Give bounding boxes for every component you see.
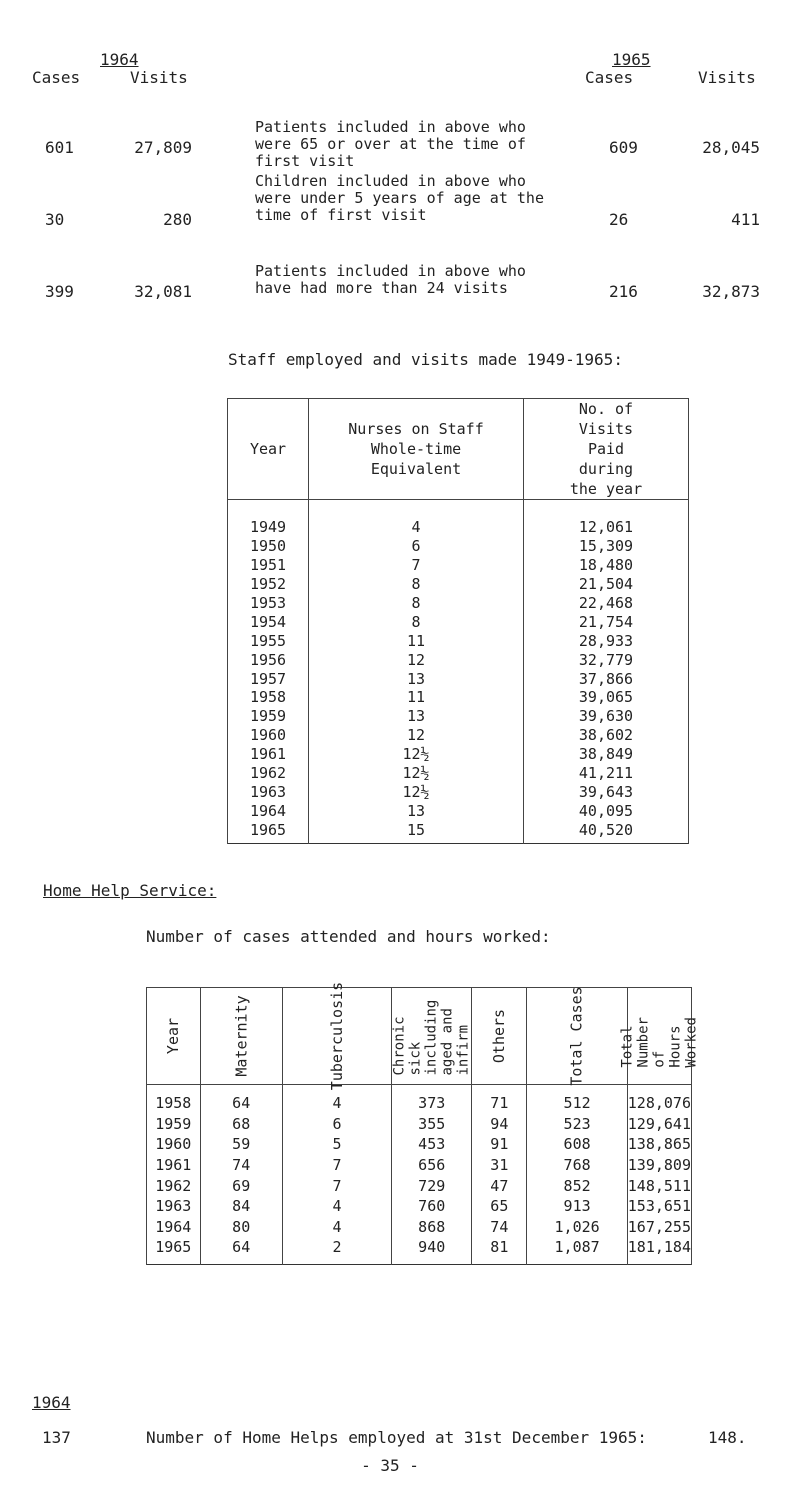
help-total-cases: 1,087 [527, 1237, 627, 1264]
table-row [228, 820, 689, 843]
staff-nurses: 8 [309, 575, 524, 594]
cases-label-right: Cases [585, 68, 634, 87]
staff-year: 1960 [228, 726, 309, 745]
staff-year: 1951 [228, 556, 309, 575]
help-chronic-sick: 760 [392, 1196, 472, 1217]
help-others: 47 [472, 1175, 527, 1196]
staff-nurses: 15 [309, 820, 524, 843]
staff-year: 1962 [228, 764, 309, 783]
summary-description: Patients included in above who have had more than 24 visits [255, 262, 526, 297]
summary-right-cases: 26 [609, 210, 629, 229]
summary-right-visits: 411 [731, 210, 760, 229]
staff-year: 1958 [228, 688, 309, 707]
help-total-hours: 148,511 [627, 1176, 691, 1195]
staff-visits: 39,065 [524, 688, 689, 707]
table-row [147, 1237, 692, 1264]
staff-year: 1950 [228, 537, 309, 556]
summary-right-cases: 609 [609, 138, 638, 157]
staff-nurses: 8 [309, 594, 524, 613]
year-left-heading: 1964 [100, 50, 139, 69]
help-chronic-sick: 729 [392, 1175, 472, 1196]
table-row [147, 1196, 692, 1217]
home-help-table [146, 981, 700, 1265]
table-row [228, 631, 689, 650]
help-year: 1964 [147, 1217, 201, 1238]
table-row [147, 1155, 692, 1176]
help-total-hours: 181,184 [627, 1237, 691, 1264]
table-row [228, 537, 689, 556]
staff-nurses: 13 [309, 801, 524, 820]
help-others: 31 [472, 1155, 527, 1176]
staff-visits: 37,866 [524, 669, 689, 688]
year-right-heading: 1965 [612, 50, 651, 69]
table-row [147, 1085, 692, 1114]
staff-visits: 22,468 [524, 594, 689, 613]
help-chronic-sick: 373 [392, 1085, 472, 1114]
staff-nurses: 12½ [309, 764, 524, 783]
col-tuberculosis-header: Tuberculosis [282, 988, 391, 1085]
table-row [147, 1134, 692, 1155]
staff-visits: 18,480 [524, 556, 689, 575]
staff-visits: 38,849 [524, 745, 689, 764]
staff-visits: 41,211 [524, 764, 689, 783]
help-year: 1962 [147, 1175, 201, 1196]
table-row [228, 707, 689, 726]
staff-visits: 21,504 [524, 575, 689, 594]
total-hours-header-text: Total Number of Hours Worked [619, 1017, 700, 1068]
col-year-header: Year [147, 988, 201, 1085]
staff-year: 1959 [228, 707, 309, 726]
help-total-hours: 139,809 [627, 1156, 691, 1175]
col-visits-header: No. of Visits Paid during the year [524, 399, 689, 500]
help-others: 94 [472, 1114, 527, 1135]
help-chronic-sick: 868 [392, 1217, 472, 1238]
staff-nurses: 13 [309, 707, 524, 726]
help-others: 81 [472, 1237, 527, 1264]
cases-label-left: Cases [32, 68, 81, 87]
staff-visits: 15,309 [524, 537, 689, 556]
staff-nurses: 7 [309, 556, 524, 575]
table-row [228, 612, 689, 631]
staff-nurses: 13 [309, 669, 524, 688]
staff-year: 1953 [228, 594, 309, 613]
help-maternity: 74 [200, 1155, 282, 1176]
col-chronic-sick-header [392, 988, 472, 1085]
staff-visits: 28,933 [524, 631, 689, 650]
staff-year: 1964 [228, 801, 309, 820]
table-row [228, 594, 689, 613]
staff-nurses: 4 [309, 500, 524, 537]
footer-left-value: 137 [42, 1428, 71, 1447]
help-maternity: 84 [200, 1196, 282, 1217]
staff-year: 1954 [228, 612, 309, 631]
table-row [228, 745, 689, 764]
table-row [228, 500, 689, 537]
help-total-cases: 768 [527, 1155, 627, 1176]
help-tuberculosis: 5 [282, 1134, 391, 1155]
help-maternity: 69 [200, 1175, 282, 1196]
staff-year: 1949 [228, 500, 309, 537]
help-year: 1959 [147, 1114, 201, 1135]
help-chronic-sick: 656 [392, 1155, 472, 1176]
help-total-cases: 852 [527, 1175, 627, 1196]
help-tuberculosis: 2 [282, 1237, 391, 1264]
help-chronic-sick: 453 [392, 1134, 472, 1155]
table-row [228, 801, 689, 820]
help-maternity: 59 [200, 1134, 282, 1155]
visits-label-left: Visits [130, 68, 188, 87]
help-maternity: 80 [200, 1217, 282, 1238]
staff-year: 1957 [228, 669, 309, 688]
summary-left-visits: 27,809 [134, 138, 192, 157]
staff-year: 1965 [228, 820, 309, 843]
summary-right-visits: 32,873 [702, 282, 760, 301]
table-row [228, 726, 689, 745]
staff-visits: 12,061 [524, 500, 689, 537]
help-others: 74 [472, 1217, 527, 1238]
table-row [228, 688, 689, 707]
home-help-heading: Home Help Service: [43, 881, 217, 900]
staff-nurses: 12½ [309, 745, 524, 764]
footer-text: Number of Home Helps employed at 31st December 1965: [146, 1428, 647, 1447]
staff-visits: 39,630 [524, 707, 689, 726]
help-total-hours: 153,651 [627, 1197, 691, 1216]
help-maternity: 64 [200, 1237, 282, 1264]
summary-left-cases: 399 [45, 282, 74, 301]
table-row [228, 669, 689, 688]
help-chronic-sick: 940 [392, 1237, 472, 1264]
table-row [228, 764, 689, 783]
page-number: - 35 - [361, 1456, 419, 1475]
staff-nurses: 12 [309, 726, 524, 745]
staff-year: 1956 [228, 650, 309, 669]
help-total-cases: 913 [527, 1196, 627, 1217]
summary-description: Patients included in above who were 65 or over at the time of first visit [255, 118, 526, 170]
help-total-hours: 129,641 [627, 1114, 691, 1133]
summary-left-visits: 280 [163, 210, 192, 229]
help-others: 71 [472, 1085, 527, 1114]
col-total-cases-header: Total Cases [527, 988, 627, 1085]
help-total-cases: 523 [527, 1114, 627, 1135]
staff-heading: Staff employed and visits made 1949-1965: [228, 350, 623, 369]
staff-year: 1955 [228, 631, 309, 650]
summary-left-cases: 601 [45, 138, 74, 157]
staff-nurses: 12 [309, 650, 524, 669]
visits-label-right: Visits [698, 68, 756, 87]
help-others: 91 [472, 1134, 527, 1155]
staff-visits: 40,520 [524, 820, 689, 843]
table-row [228, 782, 689, 801]
help-total-cases: 1,026 [527, 1217, 627, 1238]
col-others-header: Others [472, 988, 527, 1085]
staff-nurses: 11 [309, 688, 524, 707]
summary-right-cases: 216 [609, 282, 638, 301]
home-help-subheading: Number of cases attended and hours worked: [146, 927, 551, 946]
summary-left-visits: 32,081 [134, 282, 192, 301]
table-row [228, 556, 689, 575]
help-year: 1960 [147, 1134, 201, 1155]
staff-year: 1963 [228, 782, 309, 801]
help-year: 1961 [147, 1155, 201, 1176]
summary-description: Children included in above who were under 5 years of age at the time of first visit [255, 172, 544, 224]
help-chronic-sick: 355 [392, 1114, 472, 1135]
chronic-sick-header-text: Chronic sick including aged and infirm [391, 999, 472, 1076]
col-nurses-header: Nurses on Staff Whole-time Equivalent [309, 399, 524, 500]
summary-left-cases: 30 [45, 210, 65, 229]
help-total-hours: 128,076 [627, 1085, 691, 1114]
help-tuberculosis: 4 [282, 1085, 391, 1114]
help-year: 1963 [147, 1196, 201, 1217]
table-row [147, 1114, 692, 1135]
col-year-header: Year [228, 399, 309, 500]
col-maternity-header: Maternity [200, 988, 282, 1085]
help-tuberculosis: 7 [282, 1155, 391, 1176]
staff-visits: 32,779 [524, 650, 689, 669]
staff-visits: 40,095 [524, 801, 689, 820]
staff-nurses: 6 [309, 537, 524, 556]
help-tuberculosis: 6 [282, 1114, 391, 1135]
help-total-cases: 608 [527, 1134, 627, 1155]
staff-nurses: 8 [309, 612, 524, 631]
help-total-cases: 512 [527, 1085, 627, 1114]
help-maternity: 64 [200, 1085, 282, 1114]
staff-visits: 39,643 [524, 782, 689, 801]
staff-year: 1961 [228, 745, 309, 764]
table-row [228, 575, 689, 594]
help-tuberculosis: 4 [282, 1217, 391, 1238]
summary-right-visits: 28,045 [702, 138, 760, 157]
staff-nurses: 11 [309, 631, 524, 650]
staff-visits: 21,754 [524, 612, 689, 631]
footer-year: 1964 [32, 1393, 71, 1412]
help-total-hours: 138,865 [627, 1135, 691, 1154]
help-tuberculosis: 4 [282, 1196, 391, 1217]
staff-year: 1952 [228, 575, 309, 594]
staff-nurses: 12½ [309, 782, 524, 801]
table-row [228, 650, 689, 669]
footer-right-value: 148. [708, 1428, 747, 1447]
staff-visits: 38,602 [524, 726, 689, 745]
help-tuberculosis: 7 [282, 1175, 391, 1196]
col-total-hours-header [619, 988, 700, 1085]
help-year: 1965 [147, 1237, 201, 1264]
staff-table [227, 398, 689, 844]
help-total-hours: 167,255 [627, 1217, 691, 1236]
help-year: 1958 [147, 1085, 201, 1114]
help-maternity: 68 [200, 1114, 282, 1135]
help-others: 65 [472, 1196, 527, 1217]
table-row [147, 1217, 692, 1238]
table-row [147, 1175, 692, 1196]
